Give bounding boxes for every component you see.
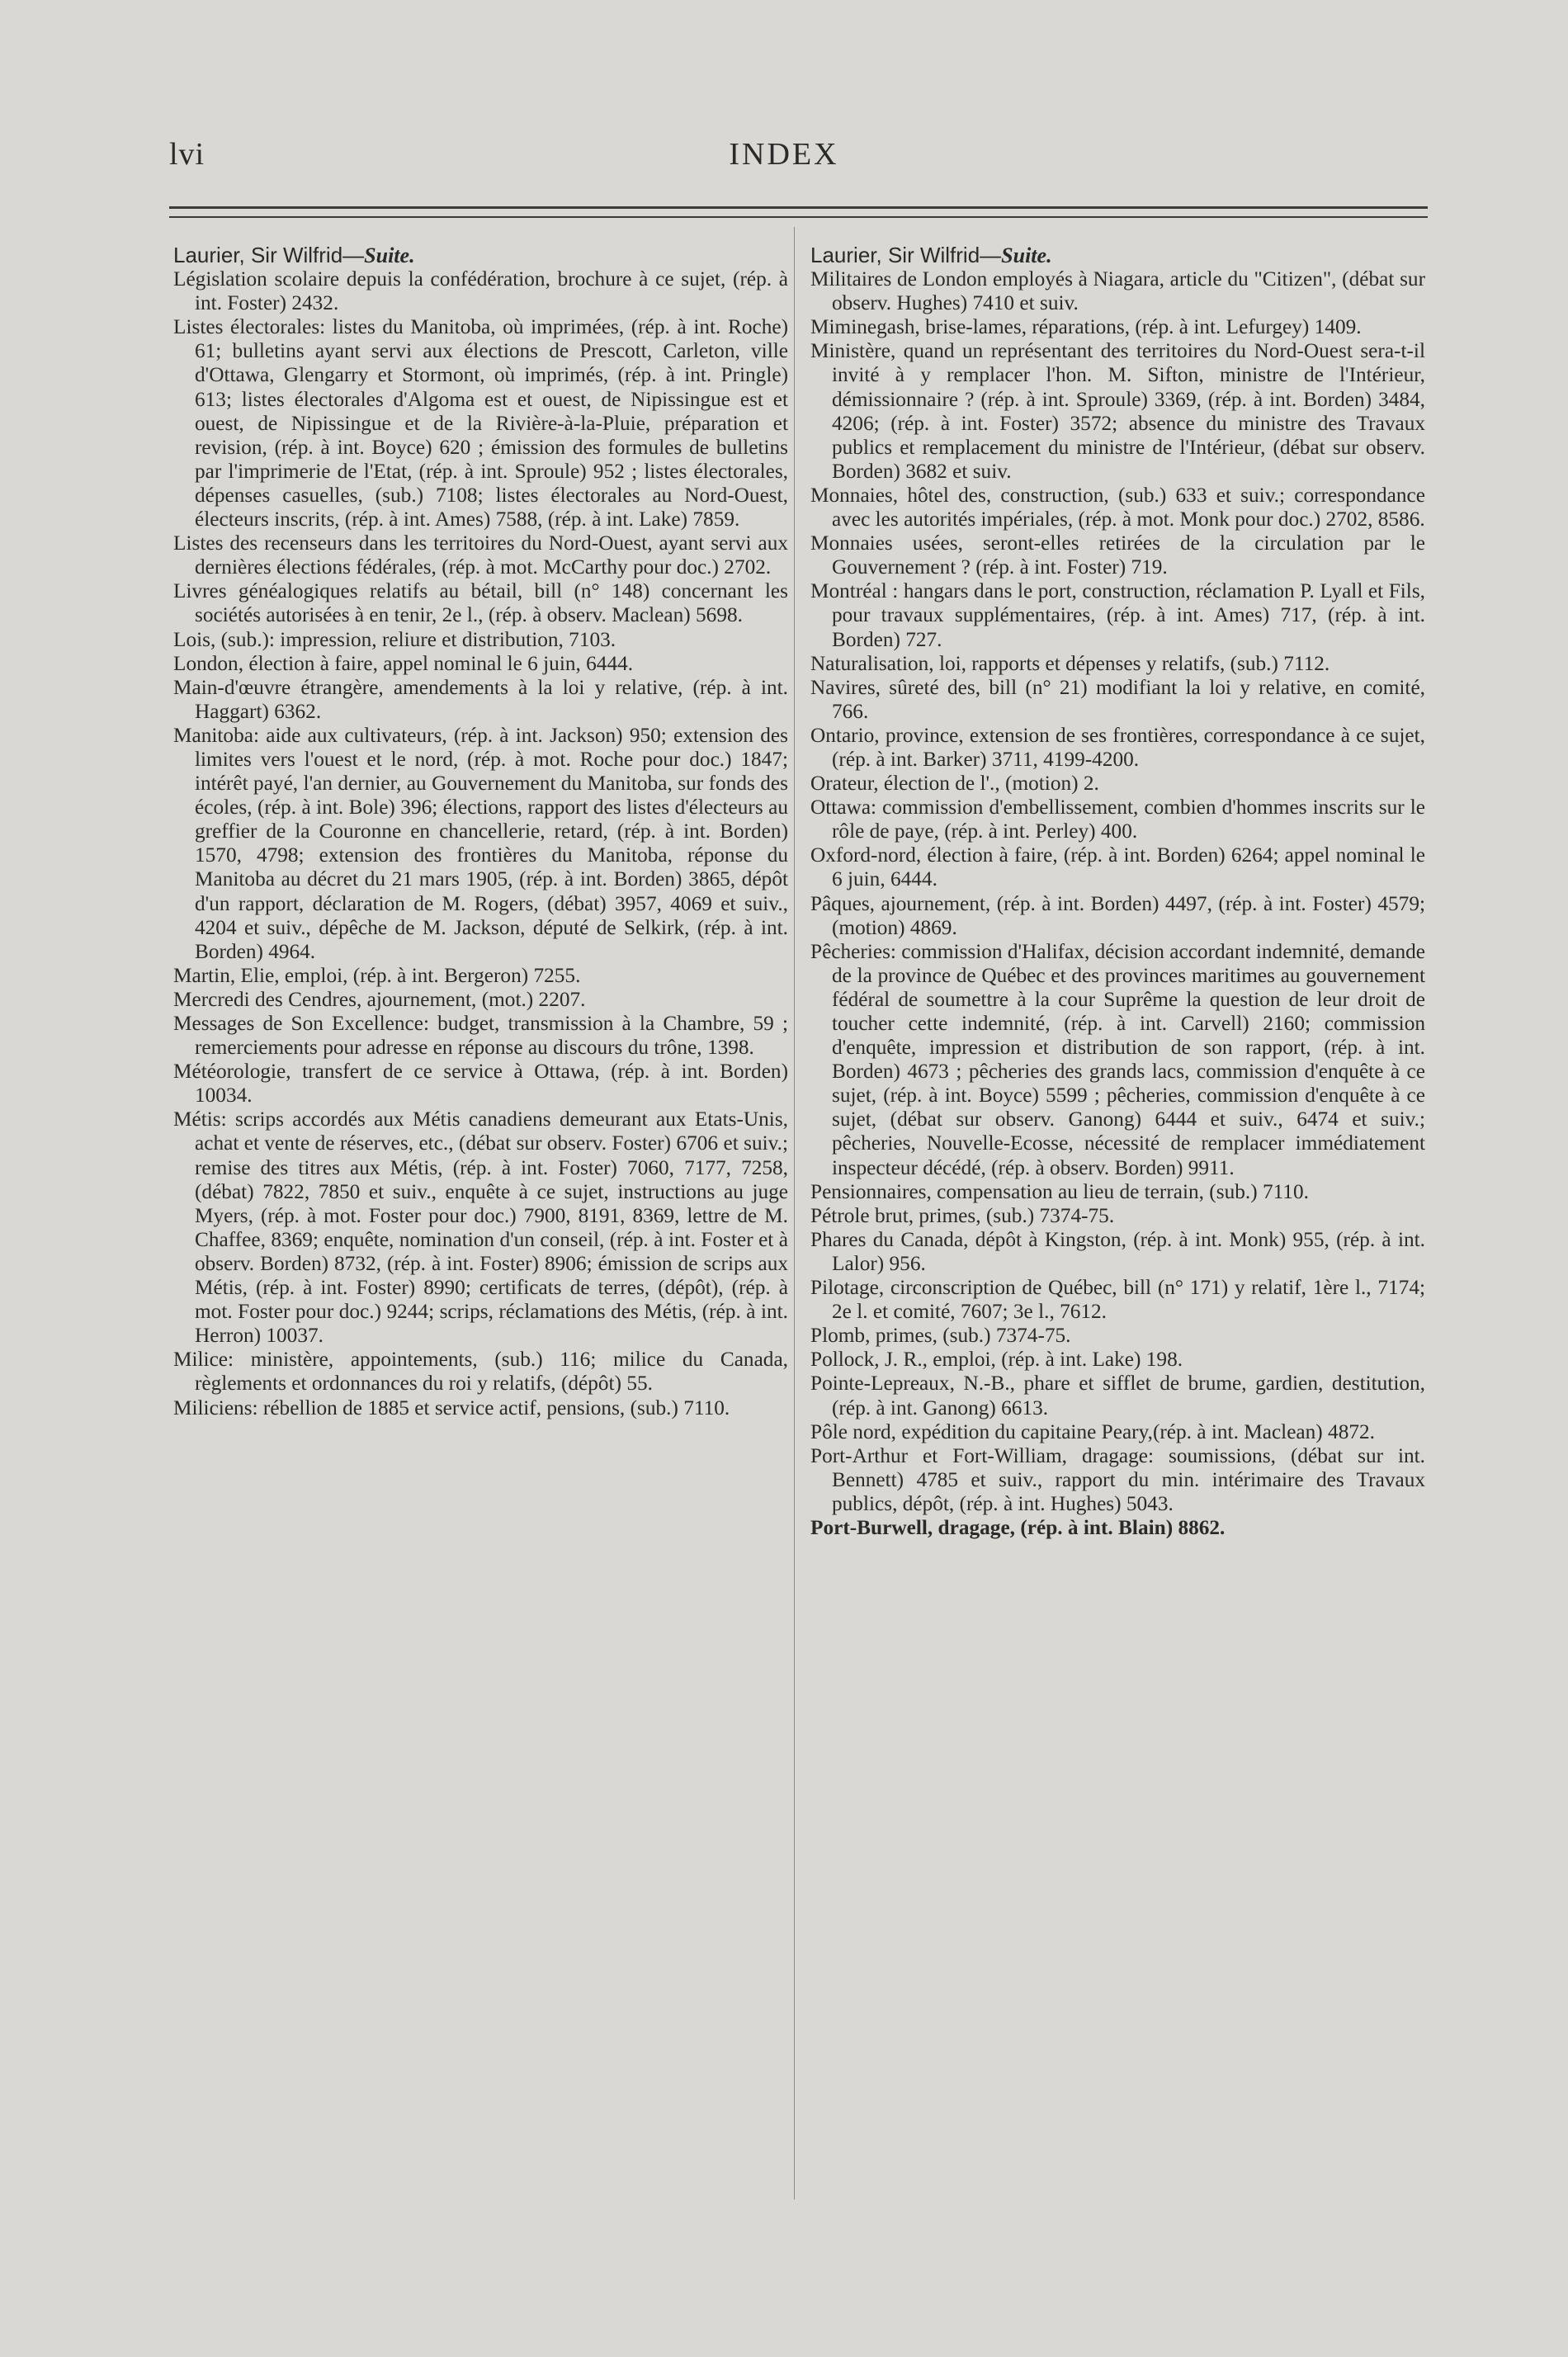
index-entry: Navires, sûreté des, bill (n° 21) modifiant la loi y relative, en comité, 766. bbox=[810, 675, 1425, 723]
index-entry: Pâques, ajournement, (rép. à int. Borden) 4497, (rép. à int. Foster) 4579; (motion) 4869. bbox=[810, 891, 1425, 939]
index-entry: Port-Arthur et Fort-William, dragage: soumissions, (débat sur int. Bennett) 4785 et suiv., rapport du min. intérimaire des Travaux publics, dépôt, (rép. à int. Hughes) 5043. bbox=[810, 1443, 1425, 1515]
page-number: lvi bbox=[169, 137, 205, 172]
index-entry: Militaires de London employés à Niagara, article du "Citizen", (débat sur observ. Hughes) 7410 et suiv. bbox=[810, 267, 1425, 315]
left-entries bbox=[173, 267, 788, 1420]
index-entry: Ontario, province, extension de ses frontières, correspondance à ce sujet, (rép. à int. Barker) 3711, 4199-4200. bbox=[810, 723, 1425, 771]
index-entry: Lois, (sub.): impression, reliure et distribution, 7103. bbox=[173, 627, 616, 651]
header-rule-top bbox=[169, 206, 1428, 209]
index-entry: Main-d'œuvre étrangère, amendements à la loi y relative, (rép. à int. Haggart) 6362. bbox=[173, 675, 788, 723]
index-entry: Phares du Canada, dépôt à Kingston, (rép. à int. Monk) 955, (rép. à int. Lalor) 956. bbox=[810, 1227, 1425, 1275]
index-entry: Manitoba: aide aux cultivateurs, (rép. à int. Jackson) 950; extension des limites vers l'ouest et le nord, (rép. à mot. Roche pour doc.) 1847; intérêt payé, l'an dernier, au Gouvernement du Manitoba, sur fonds des écoles, (rép. à int. Bole) 396; élections, rapport des listes d'électeurs au greffier de la Couronne en chancellerie, retard, (rép. à int. Borden) 1570, 4798; extension des frontières du Manitoba, réponse du Manitoba au décret du 21 mars 1905, (rép. à int. Borden) 3865, dépôt d'un rapport, déclaration de M. Rogers, (débat) 3957, 4069 et suiv., 4204 et suiv., dépêche de M. Jackson, député de Selkirk, (rép. à int. Borden) 4964. bbox=[173, 723, 788, 963]
index-entry: Messages de Son Excellence: budget, transmission à la Chambre, 59 ; remerciements pour adresse en réponse au discours du trône, 1398. bbox=[173, 1012, 788, 1060]
index-entry: Ottawa: commission d'embellissement, combien d'hommes inscrits sur le rôle de paye, (rép. à int. Perley) 400. bbox=[810, 796, 1425, 843]
index-entry: Pilotage, circonscription de Québec, bill (n° 171) y relatif, 1ère l., 7174; 2e l. et comité, 7607; 3e l., 7612. bbox=[810, 1276, 1425, 1324]
index-entry: Port-Burwell, dragage, (rép. à int. Blain) 8862. bbox=[810, 1515, 1226, 1539]
index-entry: Miminegash, brise-lames, réparations, (rép. à int. Lefurgey) 1409. bbox=[810, 315, 1362, 339]
right-entries bbox=[810, 267, 1425, 1516]
right-column bbox=[810, 243, 1425, 1540]
left-column bbox=[173, 243, 788, 1420]
index-entry: Météorologie, transfert de ce service à Ottawa, (rép. à int. Borden) 10034. bbox=[173, 1060, 788, 1108]
index-entry: Plomb, primes, (sub.) 7374-75. bbox=[810, 1324, 1071, 1348]
index-entry: Pôle nord, expédition du capitaine Peary,(rép. à int. Maclean) 4872. bbox=[810, 1419, 1375, 1443]
heading-suite: Suite. bbox=[1001, 243, 1052, 267]
index-entry: Ministère, quand un représentant des territoires du Nord-Ouest sera-t-il invité à y remplacer l'hon. M. Sifton, ministre de l'Intérieur, démissionnaire ? (rép. à int. Sproule) 3369, (rép. à int. Borden) 3484, 4206; (rép. à int. Foster) 3572; absence du ministre des Travaux publics et remplacement du ministre de l'Intérieur, (débat sur observ. Borden) 3682 et suiv. bbox=[810, 339, 1425, 483]
index-entry: Orateur, élection de l'., (motion) 2. bbox=[810, 772, 1099, 796]
index-entry: Pensionnaires, compensation au lieu de terrain, (sub.) 7110. bbox=[810, 1179, 1309, 1203]
index-entry: Oxford-nord, élection à faire, (rép. à int. Borden) 6264; appel nominal le 6 juin, 6444. bbox=[810, 843, 1425, 891]
index-entry: Livres généalogiques relatifs au bétail, bill (n° 148) concernant les sociétés autorisées à en tenir, 2e l., (rép. à observ. Maclean) 5698. bbox=[173, 579, 788, 627]
index-entry: Pollock, J. R., emploi, (rép. à int. Lake) 198. bbox=[810, 1348, 1183, 1372]
index-entry: Martin, Elie, emploi, (rép. à int. Bergeron) 7255. bbox=[173, 963, 581, 987]
index-entry: Listes des recenseurs dans les territoires du Nord-Ouest, ayant servi aux dernières élections fédérales, (rép. à mot. McCarthy pour doc.) 2702. bbox=[173, 531, 788, 579]
column-divider bbox=[794, 227, 795, 2199]
left-column-heading bbox=[173, 243, 788, 267]
index-entry: Métis: scrips accordés aux Métis canadiens demeurant aux Etats-Unis, achat et vente de réserves, etc., (débat sur observ. Foster) 6706 et suiv.; remise des titres aux Métis, (rép. à int. Foster) 7060, 7177, 7258, (débat) 7822, 7850 et suiv., enquête à ce sujet, instructions au juge Myers, (rép. à mot. Foster pour doc.) 7900, 8191, 8369, lettre de M. Chaffee, 8369; enquête, nomination d'un conseil, (rép. à int. Foster et à observ. Borden) 8732, (rép. à int. Foster) 8906; émission de scrips aux Métis, (rép. à int. Foster) 8990; certificats de terres, (dépôt), (rép. à mot. Foster pour doc.) 9244; scrips, réclamations des Métis, (rép. à int. Herron) 10037. bbox=[173, 1108, 788, 1348]
index-entry: Naturalisation, loi, rapports et dépenses y relatifs, (sub.) 7112. bbox=[810, 651, 1330, 675]
page-title: INDEX bbox=[729, 137, 839, 172]
index-entry: Monnaies usées, seront-elles retirées de la circulation par le Gouvernement ? (rép. à int. Foster) 719. bbox=[810, 531, 1425, 579]
heading-suite: Suite. bbox=[364, 243, 415, 267]
right-column-heading bbox=[810, 243, 1425, 267]
index-entry: Milice: ministère, appointements, (sub.) 116; milice du Canada, règlements et ordonnances du roi y relatifs, (dépôt) 55. bbox=[173, 1348, 788, 1396]
header-rule-bottom bbox=[169, 216, 1428, 218]
index-entry: Listes électorales: listes du Manitoba, où imprimées, (rép. à int. Roche) 61; bulletins ayant servi aux élections de Prescott, Carleton, ville d'Ottawa, Glengarry et Stormont, où imprimés, (rép. à int. Pringle) 613; listes électorales d'Algoma est et ouest, de Nipissingue est et ouest, de Nipissingue et de la Rivière-à-la-Pluie, préparation et revision, (rép. à int. Boyce) 620 ; émission des formules de bulletins par l'imprimerie de l'Etat, (rép. à int. Sproule) 952 ; listes électorales, dépenses casuelles, (sub.) 7108; listes électorales au Nord-Ouest, électeurs inscrits, (rép. à int. Ames) 7588, (rép. à int. Lake) 7859. bbox=[173, 315, 788, 531]
index-entry: Pétrole brut, primes, (sub.) 7374-75. bbox=[810, 1203, 1115, 1227]
index-entry: Mercredi des Cendres, ajournement, (mot.) 2207. bbox=[173, 987, 586, 1011]
index-entry: Pêcheries: commission d'Halifax, décision accordant indemnité, demande de la province de Québec et des provinces maritimes au gouvernement fédéral de soumettre à la cour Suprême la question de leur droit de toucher cette indemnité, (rép. à int. Carvell) 2160; commission d'enquête, impression et distribution de son rapport, (rép. à int. Borden) 4673 ; pêcheries des grands lacs, commission d'enquête à ce sujet, (rép. à int. Boyce) 5599 ; pêcheries, commission d'enquête à ce sujet, (débat sur observ. Ganong) 6444 et suiv., 6474 et suiv.; pêcheries, Nouvelle-Ecosse, nécessité de remplacer immédiatement inspecteur décédé, (rép. à observ. Borden) 9911. bbox=[810, 939, 1425, 1179]
heading-name: Laurier, Sir Wilfrid— bbox=[810, 243, 1002, 267]
index-entry: Monnaies, hôtel des, construction, (sub.) 633 et suiv.; correspondance avec les autorités impériales, (rép. à mot. Monk pour doc.) 2702, 8586. bbox=[810, 483, 1425, 531]
index-entry: Miliciens: rébellion de 1885 et service actif, pensions, (sub.) 7110. bbox=[173, 1396, 730, 1419]
index-entry: Pointe-Lepreaux, N.-B., phare et sifflet de brume, gardien, destitution, (rép. à int. Ganong) 6613. bbox=[810, 1372, 1425, 1419]
index-entry: Législation scolaire depuis la confédération, brochure à ce sujet, (rép. à int. Foster) 2432. bbox=[173, 267, 788, 315]
index-entry: London, élection à faire, appel nominal le 6 juin, 6444. bbox=[173, 651, 634, 675]
heading-name: Laurier, Sir Wilfrid— bbox=[173, 243, 365, 267]
index-entry: Montréal : hangars dans le port, construction, réclamation P. Lyall et Fils, pour travaux supplémentaires, (rép. à int. Ames) 717, (rép. à int. Borden) 727. bbox=[810, 579, 1425, 651]
